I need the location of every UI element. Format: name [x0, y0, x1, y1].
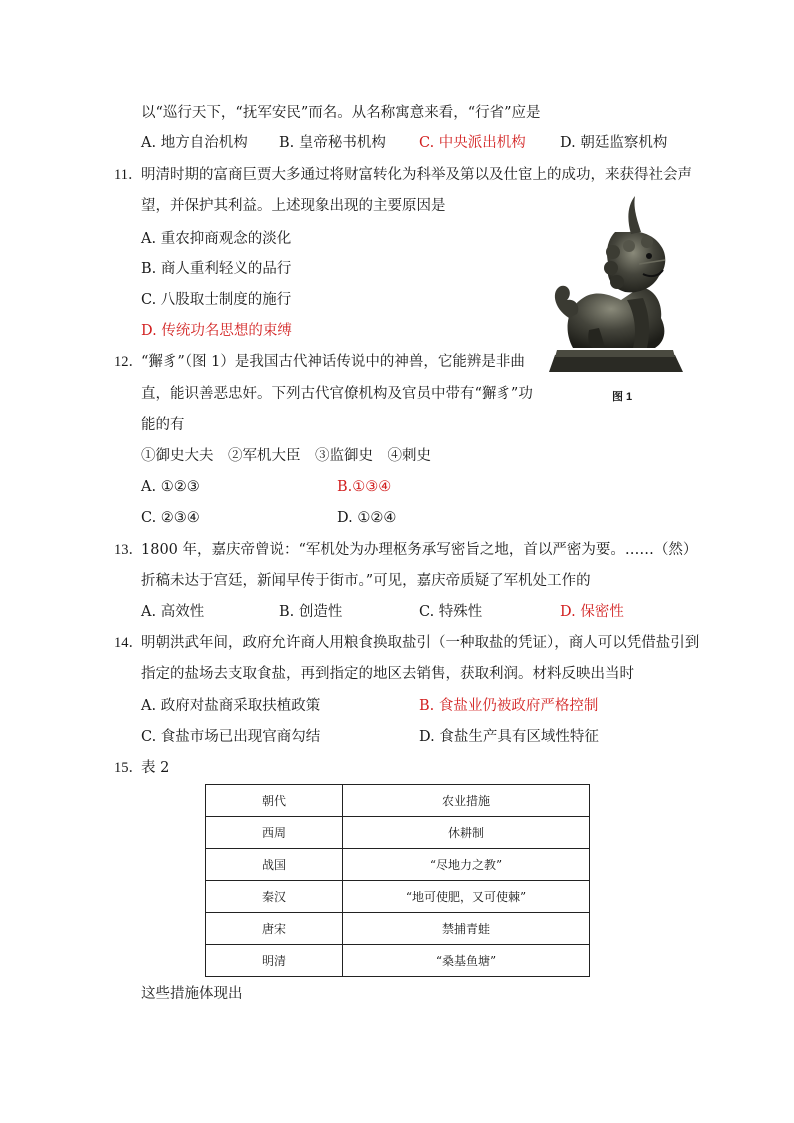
q12-stem-2: 直，能识善恶忠奸。下列古代官僚机构及官员中带有“獬豸”功: [141, 386, 533, 402]
measure-cell: “尽地力之教”: [343, 849, 590, 881]
q14-option-d[interactable]: D. 食盐生产具有区域性特征: [419, 729, 599, 745]
dynasty-cell: 战国: [206, 849, 343, 881]
dynasty-cell: 西周: [206, 817, 343, 849]
q14-stem-2: 指定的盐场去支取食盐，再到指定的地区去销售，获取利润。材料反映出当时: [141, 666, 634, 682]
q12-option-c[interactable]: C. ②③④: [141, 510, 200, 526]
q13-option-b[interactable]: B. 创造性: [279, 604, 343, 620]
q13-option-a[interactable]: A. 高效性: [141, 604, 205, 620]
q15-table-title: 表 2: [141, 760, 170, 776]
q15-stem-after: 这些措施体现出: [141, 986, 243, 1002]
q12-option-a[interactable]: A. ①②③: [141, 479, 200, 495]
q14-stem-1: 明朝洪武年间，政府允许商人用粮食换取盐引（一种取盐的凭证），商人可以凭借盐引到: [141, 635, 700, 651]
dynasty-cell: 明清: [206, 945, 343, 977]
agriculture-measures-table: [205, 784, 590, 977]
q11-number: 11．: [114, 167, 143, 183]
q12-stem-1: “獬豸”（图 1）是我国古代神话传说中的神兽，它能辨是非曲: [141, 354, 525, 370]
q13-stem-1: 1800 年，嘉庆帝曾说：“军机处为办理枢务承写密旨之地，首以严密为要。……（然）: [141, 542, 698, 558]
q12-stem-3: 能的有: [141, 417, 185, 433]
table-row: [206, 849, 590, 881]
table-header-row: [206, 785, 590, 817]
xiezhi-statue-image: [543, 190, 688, 375]
table-row: [206, 881, 590, 913]
measure-cell: “桑基鱼塘”: [343, 945, 590, 977]
q14-number: 14．: [114, 635, 143, 651]
q11-option-a[interactable]: A. 重农抑商观念的淡化: [141, 231, 292, 247]
q10-stem: 以“巡行天下，“抚军安民”而名。从名称寓意来看，“行省”应是: [141, 105, 541, 121]
measure-cell: “地可使肥，又可使棘”: [343, 881, 590, 913]
q10-option-d[interactable]: D. 朝廷监察机构: [560, 135, 668, 151]
dynasty-cell: 唐宋: [206, 913, 343, 945]
q11-stem-1: 明清时期的富商巨贾大多通过将财富转化为科举及第以及仕宦上的成功，来获得社会声: [141, 167, 692, 183]
q10-option-a[interactable]: A. 地方自治机构: [141, 135, 248, 151]
table-row: [206, 913, 590, 945]
q14-option-a[interactable]: A. 政府对盐商采取扶植政策: [141, 698, 321, 714]
q11-option-c[interactable]: C. 八股取士制度的施行: [141, 292, 292, 308]
q13-option-d[interactable]: D. 保密性: [560, 604, 624, 620]
q13-option-c[interactable]: C. 特殊性: [419, 604, 483, 620]
q12-option-b[interactable]: B.①③④: [337, 479, 392, 495]
q11-stem-2: 望，并保护其利益。上述现象出现的主要原因是: [141, 198, 446, 214]
header-measure: 农业措施: [343, 785, 590, 817]
q14-option-b[interactable]: B. 食盐业仍被政府严格控制: [419, 698, 599, 714]
figure-label: 图 1: [612, 391, 633, 403]
q15-number: 15．: [114, 760, 143, 776]
q12-number: 12．: [114, 354, 143, 370]
q14-option-c[interactable]: C. 食盐市场已出现官商勾结: [141, 729, 321, 745]
q13-stem-2: 折稿未达于宫廷，新闻早传于街市。”可见，嘉庆帝质疑了军机处工作的: [141, 573, 591, 589]
q10-option-b[interactable]: B. 皇帝秘书机构: [279, 135, 386, 151]
table-row: [206, 945, 590, 977]
header-dynasty: 朝代: [206, 785, 343, 817]
measure-cell: 禁捕青蛙: [343, 913, 590, 945]
q11-option-d[interactable]: D. 传统功名思想的束缚: [141, 323, 292, 339]
dynasty-cell: 秦汉: [206, 881, 343, 913]
table-row: [206, 817, 590, 849]
q11-option-b[interactable]: B. 商人重利轻义的品行: [141, 261, 292, 277]
q13-number: 13．: [114, 542, 143, 558]
q12-items: ①御史大夫 ②军机大臣 ③监御史 ④刺史: [141, 448, 431, 464]
measure-cell: 休耕制: [343, 817, 590, 849]
q12-option-d[interactable]: D. ①②④: [337, 510, 397, 526]
q10-option-c[interactable]: C. 中央派出机构: [419, 135, 526, 151]
